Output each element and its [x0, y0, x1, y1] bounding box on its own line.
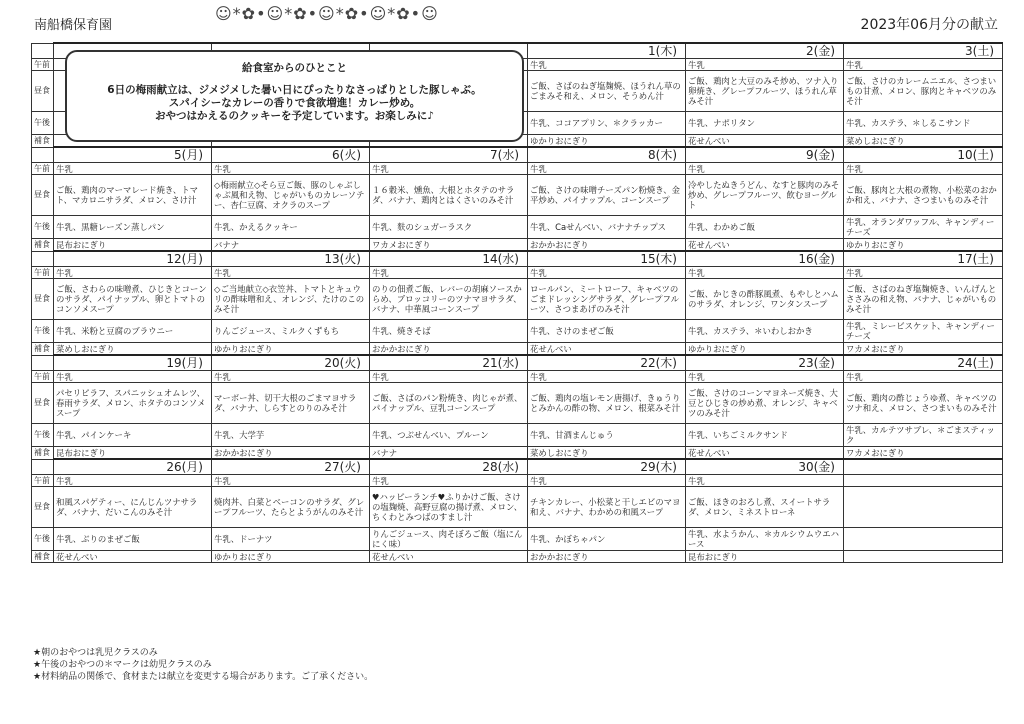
day-date: 15(木) [528, 251, 686, 267]
day-date: 28(水) [370, 459, 528, 475]
meal-cell: ご飯、鶏肉の塩レモン唐揚げ、きゅうりとみかんの酢の物、メロン、根菜みそ汁 [528, 383, 686, 424]
meal-cell: 花せんべい [686, 447, 844, 460]
meal-row-sup [32, 239, 1003, 252]
meal-cell: 牛乳、ぶりのまぜご飯 [54, 528, 212, 551]
meal-cell: 花せんべい [686, 135, 844, 148]
meal-row-sup [32, 343, 1003, 356]
meal-cell: ご飯、さばのねぎ塩麹焼き、いんげんとささみの和え物、バナナ、じゃがいものみそ汁 [844, 279, 1003, 320]
meal-cell: 牛乳 [212, 163, 370, 175]
meal-cell: 牛乳 [686, 163, 844, 175]
meal-row-lunch [32, 487, 1003, 528]
meal-cell: 花せんべい [370, 551, 528, 563]
meal-cell: ご飯、鶏肉のマーマレード焼き、トマト、マカロニサラダ、メロン、さけ汁 [54, 175, 212, 216]
meal-cell: 牛乳 [54, 371, 212, 383]
meal-cell: 焼肉丼、白菜とベーコンのサラダ、グレープフルーツ、たらとようがんのみそ汁 [212, 487, 370, 528]
meal-cell: ご飯、さけのカレームニエル、さつまいもの甘煮、メロン、豚肉とキャベツのみそ汁 [844, 71, 1003, 112]
footer-note: ★朝のおやつは乳児クラスのみ [33, 648, 158, 658]
meal-row-lunch [32, 279, 1003, 320]
meal-cell: 牛乳、パインケーキ [54, 424, 212, 447]
meal-cell: ご飯、さわらの味噌煮、ひじきとコーンのサラダ、パイナップル、卵とトマトのコンソメスープ [54, 279, 212, 320]
meal-cell: ゆかりおにぎり [686, 343, 844, 356]
meal-cell: 牛乳、かぼちゃパン [528, 528, 686, 551]
meal-row-am [32, 371, 1003, 383]
meal-cell: 牛乳、カステラ、＊しるこサンド [844, 112, 1003, 135]
meal-label: 補食 [32, 343, 54, 356]
kitchen-notice [65, 50, 524, 142]
meal-row-sup [32, 447, 1003, 460]
meal-label [32, 43, 54, 59]
meal-cell: 牛乳、黒糖レーズン蒸しパン [54, 216, 212, 239]
day-date: 16(金) [686, 251, 844, 267]
meal-cell: おかかおにぎり [212, 447, 370, 460]
day-date [844, 459, 1003, 475]
footer-note: ★午後のおやつの＊マークは幼児クラスのみ [33, 660, 212, 670]
meal-label: 午後 [32, 424, 54, 447]
meal-label: 午前 [32, 475, 54, 487]
day-date: 13(火) [212, 251, 370, 267]
meal-cell: おかかおにぎり [528, 239, 686, 252]
meal-label: 午後 [32, 112, 54, 135]
meal-label: 午後 [32, 528, 54, 551]
day-date: 19(月) [54, 355, 212, 371]
meal-label: 昼食 [32, 71, 54, 112]
meal-cell: ワカメおにぎり [844, 447, 1003, 460]
meal-cell: 牛乳、カステラ、＊いわしおかき [686, 320, 844, 343]
meal-cell: 菜めしおにぎり [528, 447, 686, 460]
meal-cell: ◇ご当地献立◇衣笠丼、トマトとキュウリの酢味噌和え、オレンジ、たけのこのみそ汁 [212, 279, 370, 320]
meal-row-pm [32, 216, 1003, 239]
meal-cell: 牛乳 [844, 267, 1003, 279]
meal-cell: チキンカレー、小松菜と干しエビのマヨ和え、バナナ、わかめの和風スープ [528, 487, 686, 528]
meal-label: 午前 [32, 371, 54, 383]
day-date: 22(木) [528, 355, 686, 371]
meal-cell: ご飯、豚肉と大根の煮物、小松菜のおかか和え、バナナ、さつまいものみそ汁 [844, 175, 1003, 216]
meal-cell: ゆかりおにぎり [528, 135, 686, 148]
meal-cell [844, 528, 1003, 551]
meal-cell: 牛乳 [528, 267, 686, 279]
meal-cell: 牛乳、ココアプリン、＊クラッカー [528, 112, 686, 135]
meal-cell: 菜めしおにぎり [844, 135, 1003, 148]
meal-cell: 牛乳 [686, 59, 844, 71]
meal-row-pm [32, 528, 1003, 551]
day-header-row [32, 251, 1003, 267]
meal-cell: 牛乳、ドーナツ [212, 528, 370, 551]
meal-cell: ♥ハッピーランチ♥ふりかけご飯、さけの塩麹焼、高野豆腐の揚げ煮、メロン、ちくわとみつばのすまし汁 [370, 487, 528, 528]
meal-cell: 牛乳 [844, 371, 1003, 383]
meal-cell: ゆかりおにぎり [212, 343, 370, 356]
meal-label: 補食 [32, 135, 54, 148]
meal-cell: バナナ [212, 239, 370, 252]
day-date: 30(金) [686, 459, 844, 475]
meal-cell: 牛乳 [686, 475, 844, 487]
meal-cell: 冷やしたぬきうどん、なすと豚肉のみそ炒め、グレープフルーツ、飲むヨーグルト [686, 175, 844, 216]
day-date: 14(水) [370, 251, 528, 267]
meal-cell: 牛乳、大学芋 [212, 424, 370, 447]
meal-cell: 牛乳 [528, 163, 686, 175]
day-date: 23(金) [686, 355, 844, 371]
day-date: 10(土) [844, 147, 1003, 163]
meal-cell [844, 487, 1003, 528]
meal-cell: 牛乳 [370, 371, 528, 383]
notice-line: 6日の梅雨献立は、ジメジメした暑い日にぴったりなさっぱりとした豚しゃぶ。 [107, 84, 482, 96]
day-date: 26(月) [54, 459, 212, 475]
day-header-row [32, 147, 1003, 163]
meal-cell: 牛乳 [528, 59, 686, 71]
meal-cell: ◇梅雨献立◇そら豆ご飯、豚のしゃぶしゃぶ風和え物、じゃがいものカレーソテー、杏仁豆腐、オクラのスープ [212, 175, 370, 216]
meal-cell: 牛乳、甘酒まんじゅう [528, 424, 686, 447]
day-date: 9(金) [686, 147, 844, 163]
meal-cell: 昆布おにぎり [686, 551, 844, 563]
meal-cell: ゆかりおにぎり [844, 239, 1003, 252]
meal-cell: 牛乳、オランダワッフル、キャンディーチーズ [844, 216, 1003, 239]
day-date: 20(火) [212, 355, 370, 371]
meal-label [32, 459, 54, 475]
day-date: 21(水) [370, 355, 528, 371]
meal-cell: 牛乳、麩のシュガーラスク [370, 216, 528, 239]
meal-cell: 牛乳 [370, 267, 528, 279]
meal-cell: 牛乳、わかめご飯 [686, 216, 844, 239]
meal-cell: 花せんべい [686, 239, 844, 252]
meal-cell: パセリピラフ、スパニッシュオムレツ、春雨サラダ、メロン、ホタテのコンソメスープ [54, 383, 212, 424]
meal-cell: ゆかりおにぎり [212, 551, 370, 563]
meal-cell: 牛乳 [844, 59, 1003, 71]
meal-cell: ロールパン、ミートローフ、キャベツのごまドレッシングサラダ、グレープフルーツ、さつまあげのみそ汁 [528, 279, 686, 320]
meal-label [32, 147, 54, 163]
meal-row-am [32, 267, 1003, 279]
meal-row-am [32, 163, 1003, 175]
meal-cell: 昆布おにぎり [54, 447, 212, 460]
meal-row-pm [32, 320, 1003, 343]
meal-cell: 牛乳 [686, 267, 844, 279]
meal-row-lunch [32, 383, 1003, 424]
meal-cell: 牛乳 [54, 267, 212, 279]
footer-notes [33, 647, 373, 683]
meal-cell: 牛乳、いちごミルクサンド [686, 424, 844, 447]
day-date: 5(月) [54, 147, 212, 163]
day-date: 29(木) [528, 459, 686, 475]
meal-cell: ご飯、さばのパン粉焼き、肉じゃが煮、パイナップル、豆乳コーンスープ [370, 383, 528, 424]
meal-cell [844, 475, 1003, 487]
notice-line: スパイシーなカレーの香りで食欲増進！カレー炒め。 [168, 97, 421, 109]
meal-cell: 牛乳 [212, 267, 370, 279]
footer-note: ★材料納品の関係で、食材または献立を変更する場合があります。ご了承ください。 [33, 672, 374, 682]
meal-cell: おかかおにぎり [370, 343, 528, 356]
meal-cell: おかかおにぎり [528, 551, 686, 563]
meal-cell: りんごジュース、ミルクくずもち [212, 320, 370, 343]
day-date: 27(火) [212, 459, 370, 475]
meal-cell: 牛乳 [54, 163, 212, 175]
meal-cell: 牛乳、Caせんべい、バナナチップス [528, 216, 686, 239]
day-date: 3(土) [844, 43, 1003, 59]
nursery-name: 南船橋保育園 [34, 18, 113, 33]
meal-cell: ご飯、さばのねぎ塩麹焼、ほうれん草のごまみそ和え、メロン、そうめん汁 [528, 71, 686, 112]
meal-cell: １６穀米、燻魚、大根とホタテのサラダ、バナナ、鶏肉とはくさいのみそ汁 [370, 175, 528, 216]
meal-label [32, 355, 54, 371]
notice-title: 給食室からのひとこと [242, 62, 347, 74]
meal-label [32, 251, 54, 267]
day-header-row [32, 459, 1003, 475]
meal-cell: 花せんべい [528, 343, 686, 356]
meal-cell: 牛乳 [370, 475, 528, 487]
meal-row-am [32, 475, 1003, 487]
menu-title: 2023年06月分の献立 [860, 17, 998, 33]
meal-cell: 牛乳、焼きそば [370, 320, 528, 343]
day-header-row [32, 355, 1003, 371]
meal-cell [844, 551, 1003, 563]
meal-label: 午前 [32, 59, 54, 71]
day-date: 24(土) [844, 355, 1003, 371]
meal-label: 午前 [32, 163, 54, 175]
meal-cell: ご飯、鶏肉の酢じょうゆ煮、キャベツのツナ和え、メロン、さつまいものみそ汁 [844, 383, 1003, 424]
meal-cell: ワカメおにぎり [370, 239, 528, 252]
meal-label: 午後 [32, 216, 54, 239]
meal-cell: 牛乳 [212, 475, 370, 487]
notice-line: おやつはかえるのクッキーを予定しています。お楽しみに♪ [155, 110, 434, 122]
day-date: 12(月) [54, 251, 212, 267]
meal-cell: ご飯、鶏肉と大豆のみそ炒め、ツナ入り卵焼き、グレープフルーツ、ほうれん草みそ汁 [686, 71, 844, 112]
meal-label: 補食 [32, 551, 54, 563]
day-date: 17(土) [844, 251, 1003, 267]
meal-label: 午後 [32, 320, 54, 343]
meal-cell: バナナ [370, 447, 528, 460]
meal-cell: ご飯、かじきの酢豚風煮、もやしとハムのサラダ、オレンジ、ワンタンスープ [686, 279, 844, 320]
meal-cell: 牛乳 [54, 475, 212, 487]
day-date: 7(水) [370, 147, 528, 163]
meal-cell: 牛乳、ナポリタン [686, 112, 844, 135]
meal-cell: ワカメおにぎり [844, 343, 1003, 356]
meal-cell: 和風スパゲティー、にんじんツナサラダ、バナナ、だいこんのみそ汁 [54, 487, 212, 528]
meal-cell: 牛乳 [528, 371, 686, 383]
day-date: 1(木) [528, 43, 686, 59]
decoration-icons: ☺*✿•☺*✿•☺*✿•☺*✿•☺ [215, 4, 439, 23]
meal-cell: ご飯、さけのコーンマヨネーズ焼き、大豆とひじきの炒め煮、オレンジ、キャベツのみそ汁 [686, 383, 844, 424]
meal-cell: 牛乳、ミレービスケット、キャンディーチーズ [844, 320, 1003, 343]
meal-cell: ご飯、さけの味噌チーズパン粉焼き、金平炒め、パイナップル、コーンスープ [528, 175, 686, 216]
meal-cell: のりの佃煮ご飯、レバーの胡麻ソースからめ、ブロッコリーのツナマヨサラダ、バナナ、中華風コーンスープ [370, 279, 528, 320]
meal-row-pm [32, 424, 1003, 447]
meal-label: 補食 [32, 447, 54, 460]
meal-cell: 牛乳 [844, 163, 1003, 175]
meal-cell: 牛乳、カルテツサブレ、＊ごまスティック [844, 424, 1003, 447]
meal-cell: 牛乳、水ようかん、＊カルシウムウエハース [686, 528, 844, 551]
meal-cell: 牛乳、かえるクッキー [212, 216, 370, 239]
meal-row-sup [32, 551, 1003, 563]
meal-label: 補食 [32, 239, 54, 252]
meal-cell: マーボー丼、切干大根のごまマヨサラダ、バナナ、しらすとのりのみそ汁 [212, 383, 370, 424]
meal-label: 昼食 [32, 279, 54, 320]
meal-cell: 牛乳、さけのまぜご飯 [528, 320, 686, 343]
meal-cell: りんごジュース、肉そぼろご飯（塩にんにく味） [370, 528, 528, 551]
meal-cell: 牛乳、米粉と豆腐のブラウニー [54, 320, 212, 343]
meal-label: 午前 [32, 267, 54, 279]
meal-cell: 昆布おにぎり [54, 239, 212, 252]
meal-label: 昼食 [32, 175, 54, 216]
day-date: 6(火) [212, 147, 370, 163]
meal-cell: 牛乳 [528, 475, 686, 487]
meal-cell: 牛乳 [686, 371, 844, 383]
meal-cell: 花せんべい [54, 551, 212, 563]
day-date: 2(金) [686, 43, 844, 59]
meal-row-lunch [32, 175, 1003, 216]
meal-cell: 牛乳 [212, 371, 370, 383]
meal-cell: 菜めしおにぎり [54, 343, 212, 356]
meal-label: 昼食 [32, 487, 54, 528]
day-date: 8(木) [528, 147, 686, 163]
meal-cell: 牛乳 [370, 163, 528, 175]
meal-label: 昼食 [32, 383, 54, 424]
meal-cell: ご飯、ほきのおろし煮、スイートサラダ、メロン、ミネストローネ [686, 487, 844, 528]
meal-cell: 牛乳、つぶせんべい、プルーン [370, 424, 528, 447]
